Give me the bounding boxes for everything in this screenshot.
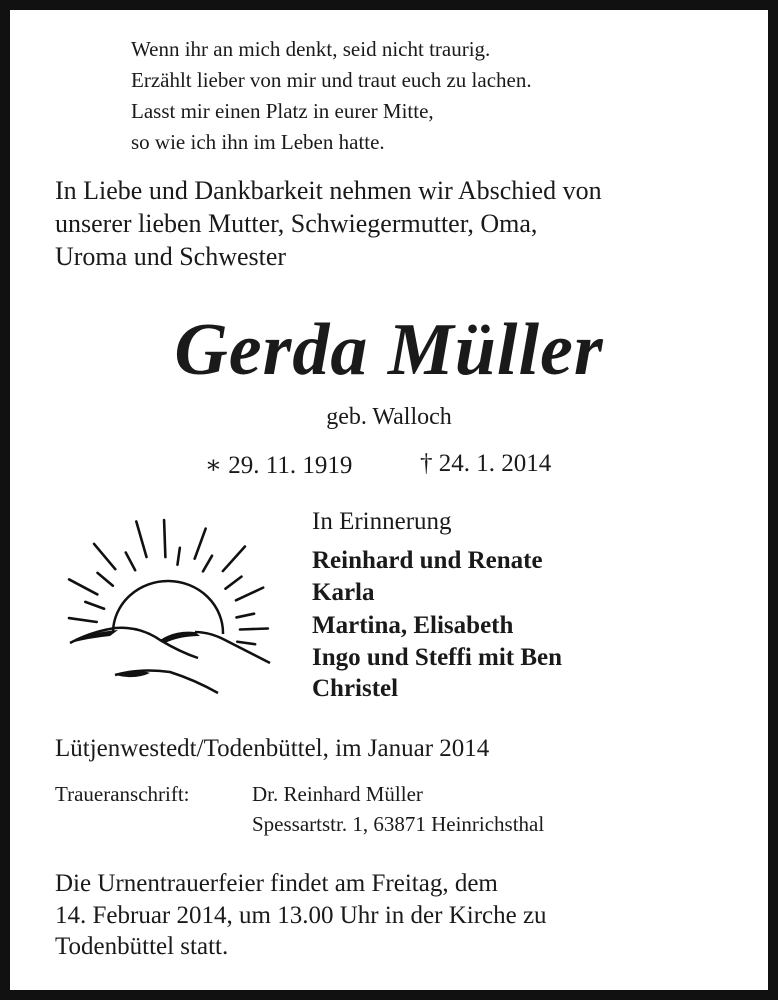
place-date: Lütjenwestedt/Todenbüttel, im Januar 2014 bbox=[55, 735, 490, 762]
sun-ray bbox=[126, 553, 135, 571]
address-name: Dr. Reinhard Müller bbox=[252, 782, 423, 806]
intro-line: In Liebe und Dankbarkeit nehmen wir Abschied von bbox=[55, 176, 602, 205]
sun-ray bbox=[236, 614, 254, 618]
poem-line: so wie ich ihn im Leben hatte. bbox=[131, 130, 385, 154]
family-member: Martina, Elisabeth bbox=[312, 612, 514, 639]
intro-line: unserer lieben Mutter, Schwiegermutter, Oma, bbox=[55, 209, 538, 238]
birth-date: ∗ 29. 11. 1919 bbox=[205, 452, 353, 479]
poem-line: Erzählt lieber von mir und traut euch zu lachen. bbox=[131, 68, 532, 92]
sun-ray bbox=[94, 544, 115, 569]
sun-ray bbox=[226, 577, 242, 589]
address-label: Traueranschrift: bbox=[55, 782, 190, 806]
family-member: Reinhard und Renate bbox=[312, 547, 543, 574]
sun-ray bbox=[98, 573, 113, 586]
sun-ray bbox=[236, 588, 263, 601]
sun-ray bbox=[69, 579, 97, 594]
sun-ray bbox=[223, 547, 245, 572]
family-member: Ingo und Steffi mit Ben bbox=[312, 644, 563, 671]
intro-line: Uroma und Schwester bbox=[55, 242, 287, 271]
ceremony-line: Die Urnentrauerfeier findet am Freitag, dem bbox=[55, 870, 498, 897]
sun-ray bbox=[195, 529, 206, 559]
sun-ray bbox=[69, 618, 97, 622]
sun-ray bbox=[177, 548, 179, 565]
address-street: Spessartstr. 1, 63871 Heinrichsthal bbox=[252, 812, 545, 836]
remembrance-label: In Erinnerung bbox=[312, 508, 452, 535]
death-date: † 24. 1. 2014 bbox=[420, 450, 552, 477]
sun-ray bbox=[240, 629, 268, 630]
deceased-name: Gerda Müller bbox=[174, 309, 604, 391]
maiden-name: geb. Walloch bbox=[326, 404, 452, 430]
sun-ray bbox=[164, 520, 165, 557]
family-member: Karla bbox=[312, 579, 375, 606]
sun-ray bbox=[85, 602, 104, 609]
ceremony-line: 14. Februar 2014, um 13.00 Uhr in der Kirche zu bbox=[55, 902, 547, 929]
ceremony-line: Todenbüttel statt. bbox=[55, 933, 229, 960]
sun-ray bbox=[203, 556, 212, 572]
sunset-icon bbox=[50, 510, 300, 710]
poem-line: Lasst mir einen Platz in eurer Mitte, bbox=[131, 99, 434, 123]
sun-ray bbox=[237, 642, 255, 645]
family-member: Christel bbox=[312, 675, 399, 702]
sun-ray bbox=[136, 521, 146, 557]
poem-line: Wenn ihr an mich denkt, seid nicht traurig. bbox=[131, 37, 491, 61]
